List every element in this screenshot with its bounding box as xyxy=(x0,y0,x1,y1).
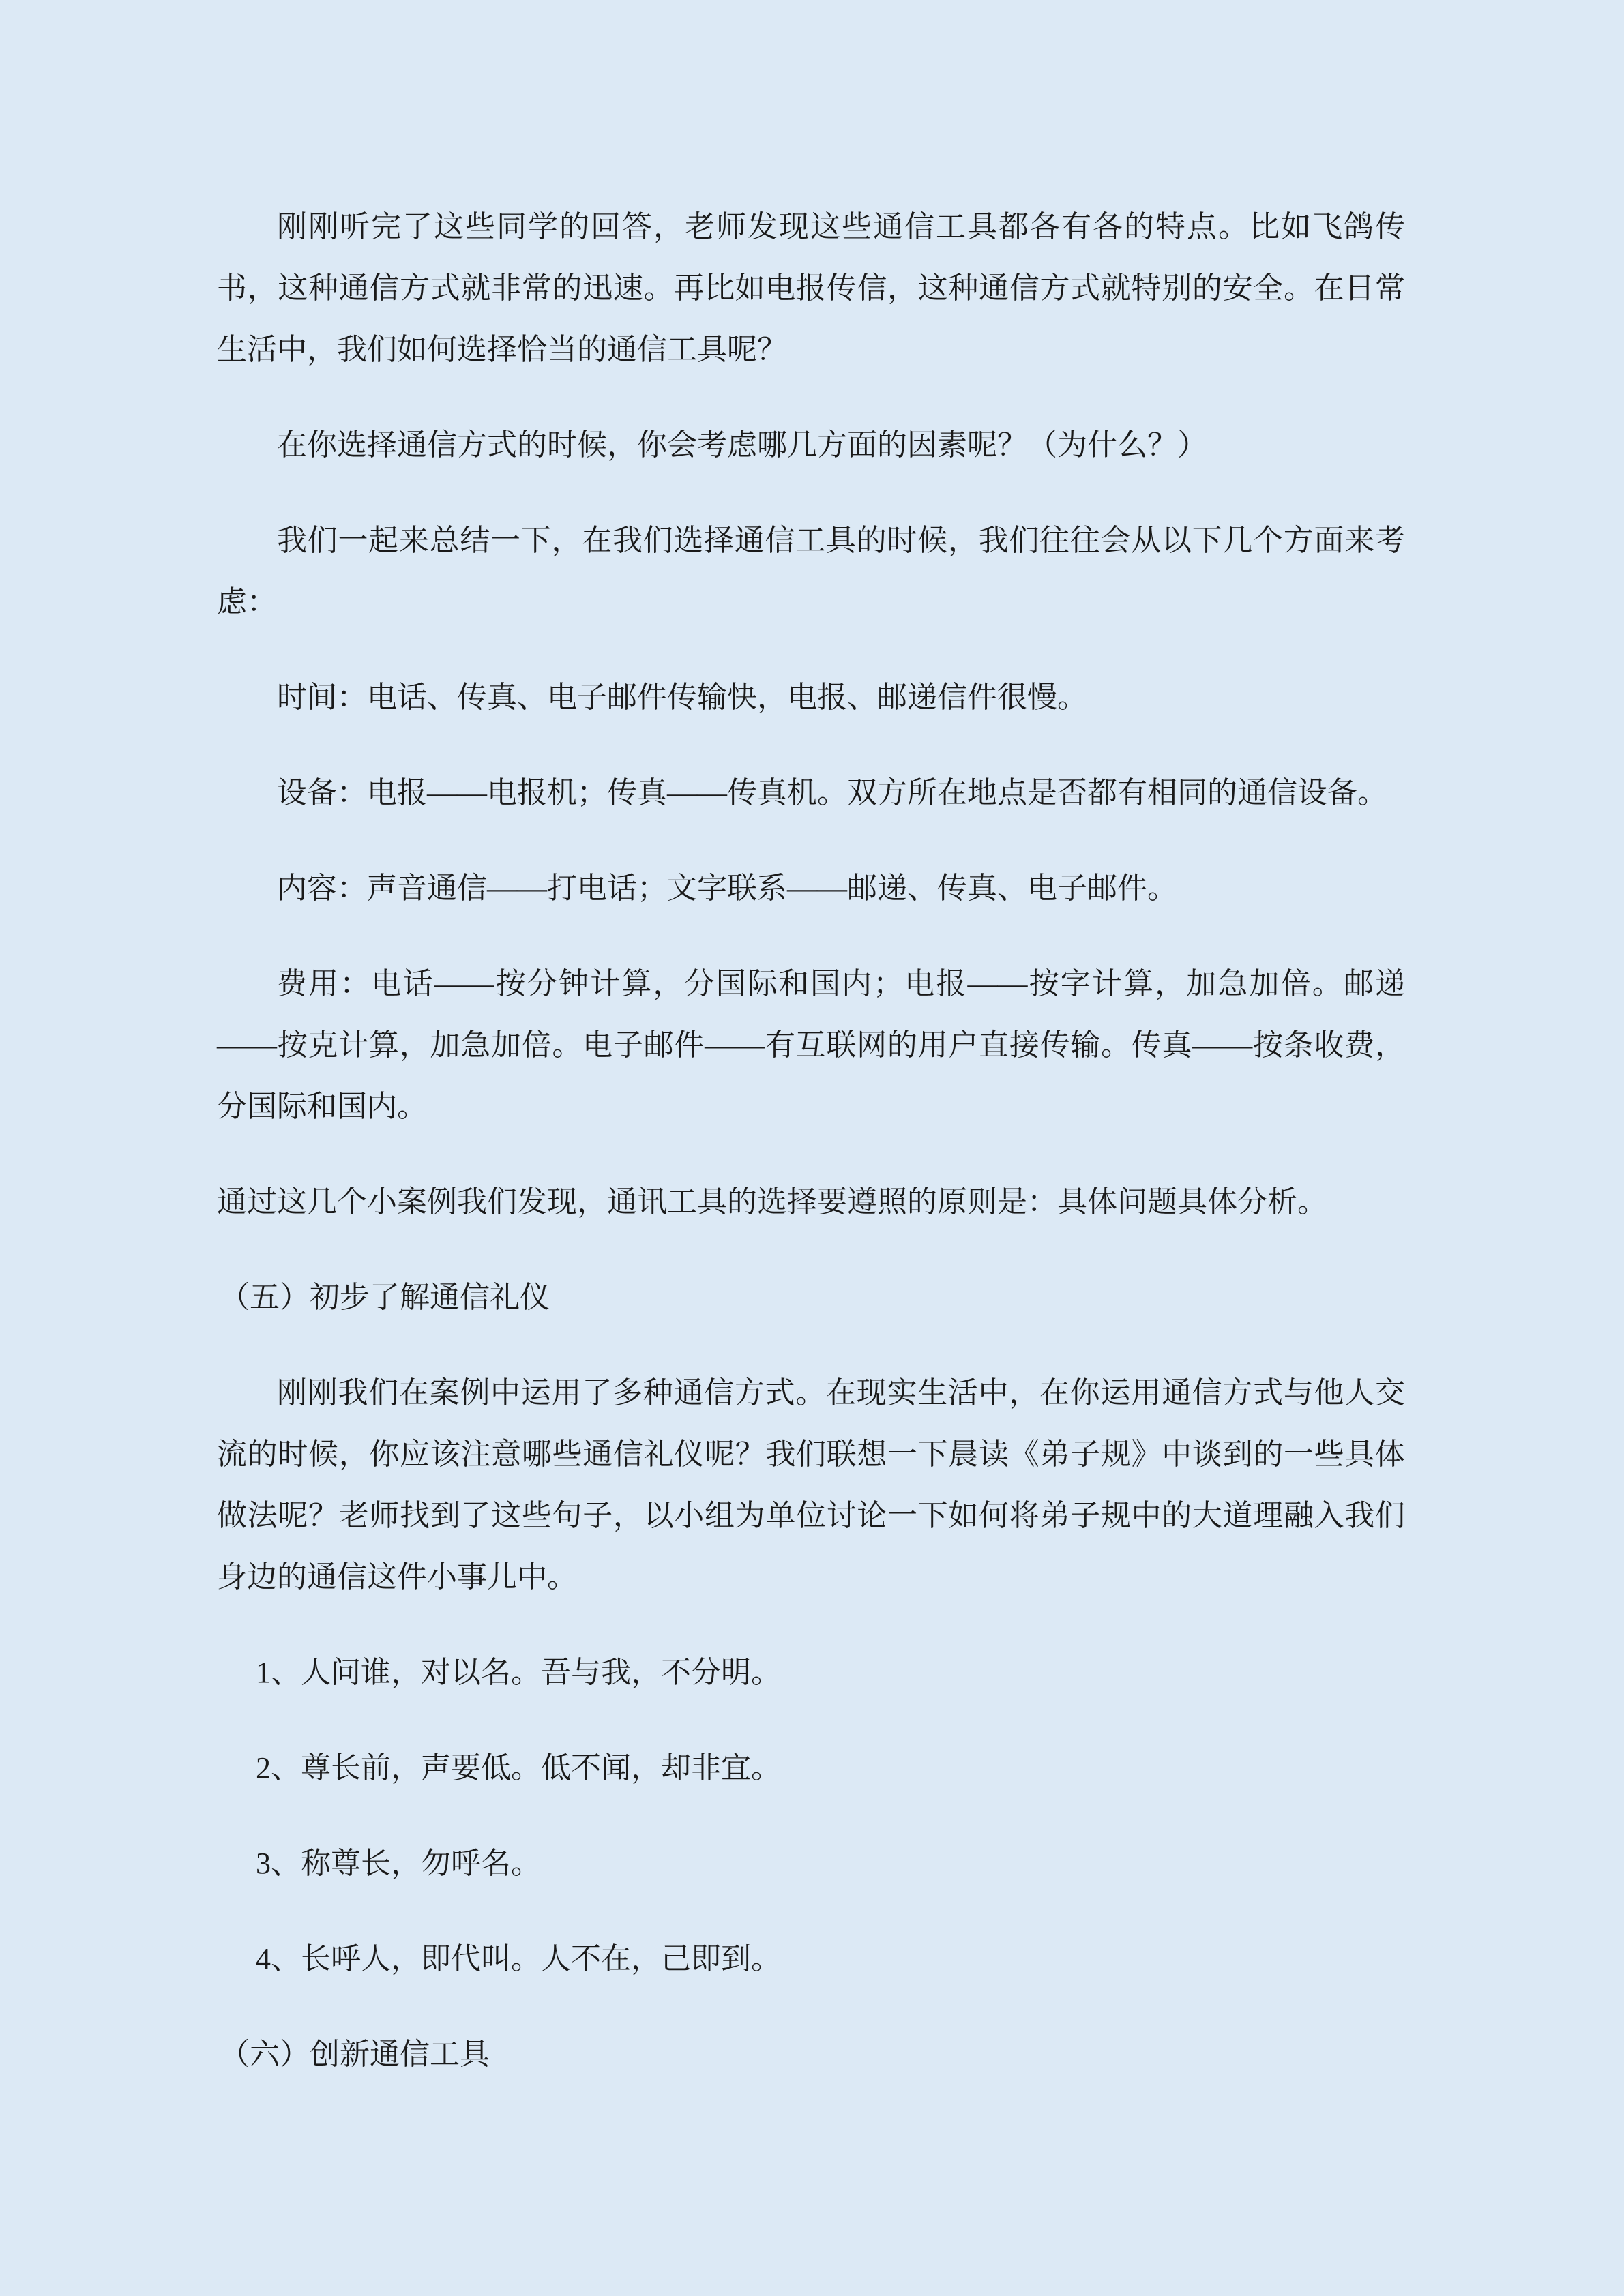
body-paragraph-question-factors: 在你选择通信方式的时候，你会考虑哪几方面的因素呢？（为什么？） xyxy=(277,428,1207,462)
body-paragraph-cost: 费用：电话——按分钟计算，分国际和国内；电报——按字计算，加急加倍。邮递——按克计算，加急加倍。电子邮件——有互联网的用户直接传输。传真——按条收费，分国际和国内。 xyxy=(217,967,1405,1123)
list-item-quote-4: 4、长呼人，即代叫。人不在，己即到。 xyxy=(256,1942,781,1976)
list-item-quote-2: 2、尊长前，声要低。低不闻，却非宜。 xyxy=(256,1751,781,1785)
list-item-quote-1: 1、人问谁，对以名。吾与我，不分明。 xyxy=(256,1656,781,1689)
body-paragraph-time: 时间：电话、传真、电子邮件传输快，电报、邮递信件很慢。 xyxy=(277,681,1087,714)
body-paragraph-equipment: 设备：电报——电报机；传真——传真机。双方所在地点是否都有相同的通信设备。 xyxy=(277,776,1387,809)
section-heading-6-innovation: （六）创新通信工具 xyxy=(220,2038,490,2071)
body-paragraph-intro-tools: 刚刚听完了这些同学的回答，老师发现这些通信工具都各有各的特点。比如飞鸽传书，这种通信方式就非常的迅速。再比如电报传信，这种通信方式就特别的安全。在日常生活中，我们如何选择恰当的通信工具呢？ xyxy=(217,210,1405,366)
body-paragraph-etiquette-intro: 刚刚我们在案例中运用了多种通信方式。在现实生活中，在你运用通信方式与他人交流的时候，你应该注意哪些通信礼仪呢？我们联想一下晨读《弟子规》中谈到的一些具体做法呢？老师找到了这些句子，以小组为单位讨论一下如何将弟子规中的大道理融入我们身边的通信这件小事儿中。 xyxy=(217,1376,1405,1594)
section-heading-5-etiquette: （五）初步了解通信礼仪 xyxy=(220,1281,550,1314)
body-paragraph-principle: 通过这几个小案例我们发现，通讯工具的选择要遵照的原则是：具体问题具体分析。 xyxy=(217,1185,1327,1219)
list-item-quote-3: 3、称尊长，勿呼名。 xyxy=(256,1847,541,1880)
body-paragraph-content: 内容：声音通信——打电话；文字联系——邮递、传真、电子邮件。 xyxy=(277,871,1177,905)
body-paragraph-summary-lead: 我们一起来总结一下，在我们选择通信工具的时候，我们往往会从以下几个方面来考虑： xyxy=(217,524,1405,618)
